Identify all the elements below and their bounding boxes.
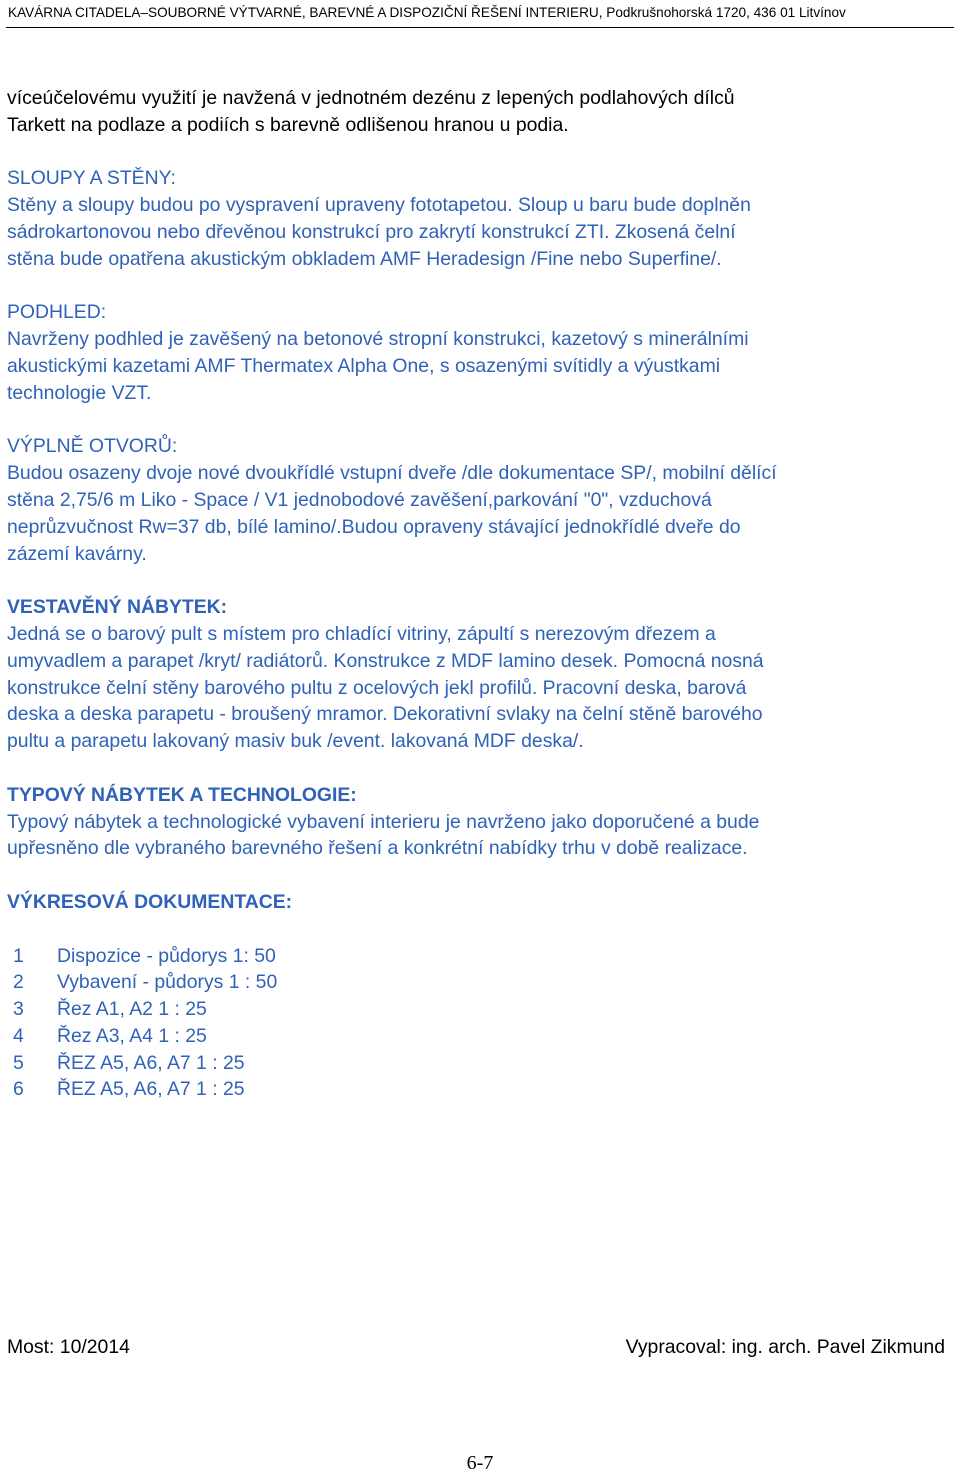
intro-line: víceúčelovému využití je navžená v jednotném dezénu z lepených podlahových dílců bbox=[7, 87, 735, 109]
footer-date: Most: 10/2014 bbox=[7, 1336, 130, 1358]
nabytek-line: Jedná se o barový pult s místem pro chladící vitriny, zápultí s nerezovým dřezem a bbox=[7, 622, 716, 645]
list-item bbox=[7, 996, 953, 1023]
document-body bbox=[7, 85, 953, 1103]
list-item bbox=[7, 1050, 953, 1077]
list-item bbox=[7, 943, 953, 970]
section-nabytek bbox=[7, 594, 953, 755]
nabytek-line: umyvadlem a parapet /kryt/ radiátorů. Konstrukce z MDF lamino desek. Pomocná nosná bbox=[7, 649, 764, 672]
vyplne-line: zázemí kavárny. bbox=[7, 542, 147, 565]
sloupy-line: stěna bude opatřena akustickým obkladem AMF Heradesign /Fine nebo Superfine/. bbox=[7, 247, 722, 270]
nabytek-line: deska a deska parapetu - broušený mramor. Dekorativní svlaky na čelní stěně barového bbox=[7, 703, 763, 726]
vyplne-line: neprůzvučnost Rw=37 db, bílé lamino/.Budou opraveny stávající jednokřídlé dveře do bbox=[7, 515, 741, 538]
header-rule bbox=[6, 27, 954, 28]
list-item bbox=[7, 969, 953, 996]
list-item-number: 5 bbox=[13, 1051, 24, 1074]
list-item-text: ŘEZ A5, A6, A7 1 : 25 bbox=[57, 1078, 245, 1101]
section-title-vyplne: VÝPLNĚ OTVORŮ: bbox=[7, 435, 178, 458]
list-item-text: Dispozice - půdorys 1: 50 bbox=[57, 944, 276, 967]
list-item-number: 1 bbox=[13, 944, 24, 967]
drawing-list bbox=[7, 943, 953, 1104]
list-item-number: 2 bbox=[13, 971, 24, 994]
section-sloupy bbox=[7, 165, 953, 272]
section-title-vykresy: VÝKRESOVÁ DOKUMENTACE: bbox=[7, 890, 293, 913]
typovy-line: upřesněno dle vybraného barevného řešení a konkrétní nabídky trhu v době realizace. bbox=[7, 837, 748, 860]
vyplne-line: Budou osazeny dvoje nové dvoukřídlé vstupní dveře /dle dokumentace SP/, mobilní dělící bbox=[7, 462, 777, 485]
list-item-text: Vybavení - půdorys 1 : 50 bbox=[57, 971, 278, 994]
list-item-number: 6 bbox=[13, 1078, 24, 1101]
section-intro bbox=[7, 85, 953, 139]
section-vykresy bbox=[7, 889, 953, 1103]
section-vyplne bbox=[7, 433, 953, 567]
footer-author: Vypracoval: ing. arch. Pavel Zikmund bbox=[625, 1336, 945, 1358]
list-item-text: ŘEZ A5, A6, A7 1 : 25 bbox=[57, 1051, 245, 1074]
list-item-number: 4 bbox=[13, 1024, 24, 1047]
typovy-line: Typový nábytek a technologické vybavení interieru je navrženo jako doporučené a bude bbox=[7, 810, 760, 833]
vyplne-line: stěna 2,75/6 m Liko - Space / V1 jednobodové zavěšení,parkování "0", vzduchová bbox=[7, 488, 712, 511]
sloupy-line: Stěny a sloupy budou po vyspravení upraveny fototapetou. Sloup u baru bude doplněn bbox=[7, 194, 751, 217]
section-podhled bbox=[7, 299, 953, 406]
page-number: 6-7 bbox=[466, 1452, 494, 1474]
list-item-number: 3 bbox=[13, 998, 24, 1021]
nabytek-line: konstrukce čelní stěny barového pultu z ocelových jekl profilů. Pracovní deska, barová bbox=[7, 676, 747, 699]
nabytek-line: pultu a parapetu lakovaný masiv buk /event. lakovaná MDF deska/. bbox=[7, 730, 584, 753]
section-typovy bbox=[7, 782, 953, 862]
section-title-podhled: PODHLED: bbox=[7, 301, 107, 324]
list-item-text: Řez A3, A4 1 : 25 bbox=[57, 1024, 207, 1047]
intro-line: Tarkett na podlaze a podiích s barevně odlišenou hranou u podia. bbox=[7, 113, 569, 136]
document-header: KAVÁRNA CITADELA–SOUBORNÉ VÝTVARNÉ, BAREVNÉ A DISPOZIČNÍ ŘEŠENÍ INTERIERU, Podkrušnohorská 1720, 436 01 Litvínov bbox=[8, 5, 846, 20]
section-title-nabytek: VESTAVĚNÝ NÁBYTEK: bbox=[7, 596, 228, 619]
section-title-sloupy: SLOUPY A STĚNY: bbox=[7, 167, 176, 190]
list-item bbox=[7, 1023, 953, 1050]
podhled-line: technologie VZT. bbox=[7, 381, 152, 404]
podhled-line: akustickými kazetami AMF Thermatex Alpha One, s osazenými svítidly a výustkami bbox=[7, 354, 721, 377]
section-title-typovy: TYPOVÝ NÁBYTEK A TECHNOLOGIE: bbox=[7, 783, 357, 806]
sloupy-line: sádrokartonovou nebo dřevěnou konstrukcí pro zakrytí konstrukcí ZTI. Zkosená čelní bbox=[7, 220, 736, 243]
list-item bbox=[7, 1076, 953, 1103]
podhled-line: Navrženy podhled je zavěšený na betonové stropní konstrukci, kazetový s minerálními bbox=[7, 328, 749, 351]
list-item-text: Řez A1, A2 1 : 25 bbox=[57, 998, 207, 1021]
